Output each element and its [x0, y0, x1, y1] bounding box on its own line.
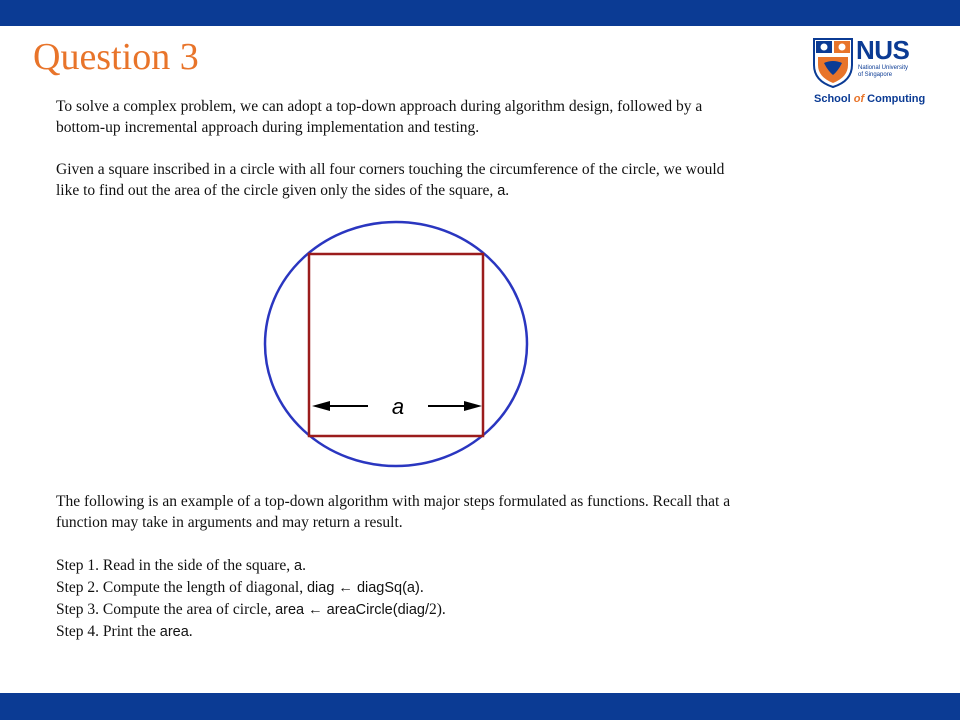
nus-logo	[812, 37, 928, 111]
step-1: Step 1. Read in the side of the square, a.	[56, 557, 306, 574]
school-of-computing: School of Computing	[814, 93, 926, 105]
left-arrow-icon	[312, 401, 368, 411]
side-variable: a	[497, 183, 506, 199]
step-3: Step 3. Compute the area of circle, area ← areaCircle(diag/2).	[56, 601, 446, 618]
nus-crest-icon	[812, 37, 854, 89]
step-list	[56, 555, 446, 643]
circle-shape	[265, 222, 527, 466]
step-4: Step 4. Print the area.	[56, 623, 193, 640]
algorithm-paragraph: The following is an example of a top-down algorithm with major steps formulated as functions. Recall that a function may take in arguments and may return a result.	[56, 493, 731, 531]
step-2: Step 2. Compute the length of diagonal, diag ← diagSq(a).	[56, 579, 424, 596]
top-banner	[0, 0, 960, 26]
nus-wordmark: NUS	[856, 35, 910, 65]
intro-paragraph: To solve a complex problem, we can adopt a top-down approach during algorithm design, followed by a bottom-up incremental approach during implementation and testing.	[56, 98, 703, 136]
nus-fullname: National University of Singapore	[858, 65, 909, 78]
problem-paragraph: Given a square inscribed in a circle with all four corners touching the circumference of the circle, we would like to find out the area of the circle given only the sides of the square, a.	[56, 161, 725, 199]
slide-title: Question 3	[33, 36, 199, 78]
side-label: a	[391, 393, 405, 419]
right-arrow-icon	[428, 401, 482, 411]
bottom-banner	[0, 693, 960, 720]
inscribed-square-diagram	[260, 218, 532, 470]
